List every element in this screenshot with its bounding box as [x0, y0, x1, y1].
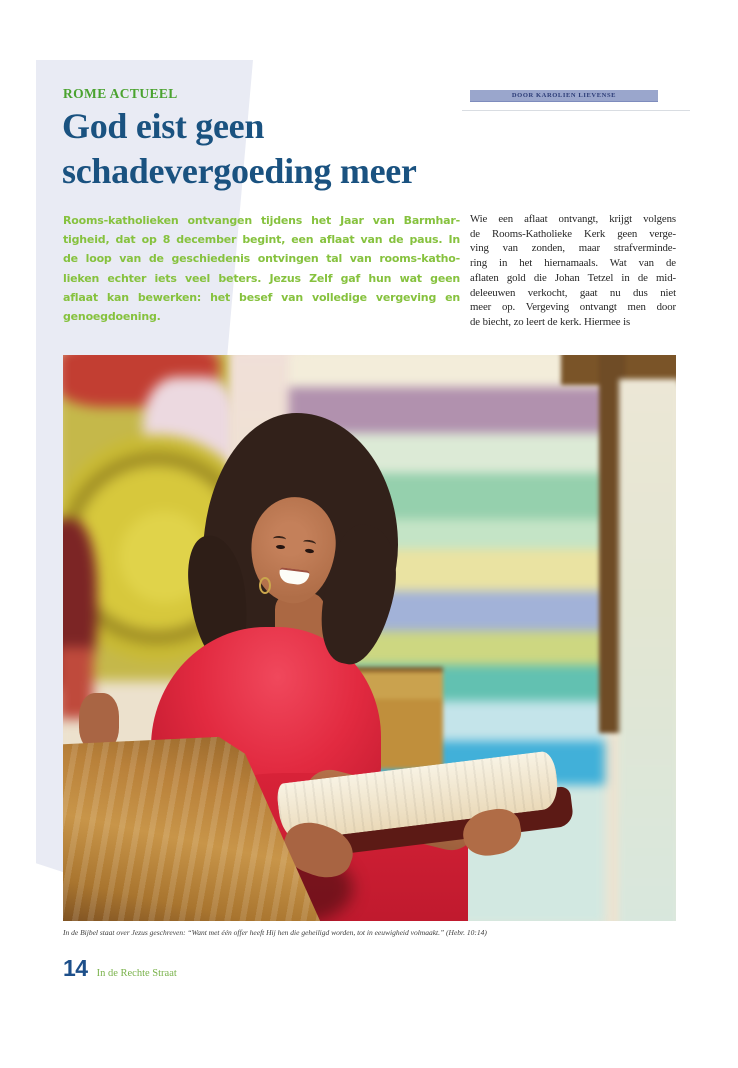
page-footer [63, 956, 177, 980]
byline-text: DOOR KAROLIEN LIEVENSE [511, 92, 617, 99]
intro-paragraph: Rooms-katholieken ontvangen tijdens het Jaar van Barmhar- tigheid, dat op 8 december begint, een aflaat van de paus. In de loop van de geschiedenis ontvingen tal van rooms-katho- lieken echter iets veel beters. Jezus Zelf gaf hun wat geen aflaat kan bewerken: het besef van volledige vergeving en genoegdoening. [63, 214, 460, 324]
photo-caption: In de Bijbel staat over Jezus geschreven: “Want met één offer heeft Hij hen die geheiligd worden, tot in eeuwigheid volmaakt.” (Hebr. 10:14) [63, 928, 487, 937]
eye-left [276, 545, 285, 550]
byline-bar [470, 90, 658, 102]
article-title: God eist geen schadevergoeding meer [62, 106, 417, 191]
magazine-name: In de Rechte Straat [96, 968, 177, 979]
page-number: 14 [63, 955, 88, 981]
earring [259, 577, 271, 594]
section-label: ROME ACTUEEL [63, 86, 178, 101]
frosted-glass-right [619, 379, 676, 921]
body-column: Wie een aflaat ontvangt, krijgt volgens de Rooms-Katholieke Kerk geen verge- ving van zonden, maar strafverminde- ring in het hiernamaals. Wat van de aflaten gold die Johan Tetzel in de mid- deleeuwen verkocht, gaat nu dus niet meer op. Vergeving ontvangt men door de biecht, zo leert de kerk. Hiermee is [470, 213, 676, 328]
article-photo [63, 355, 676, 921]
